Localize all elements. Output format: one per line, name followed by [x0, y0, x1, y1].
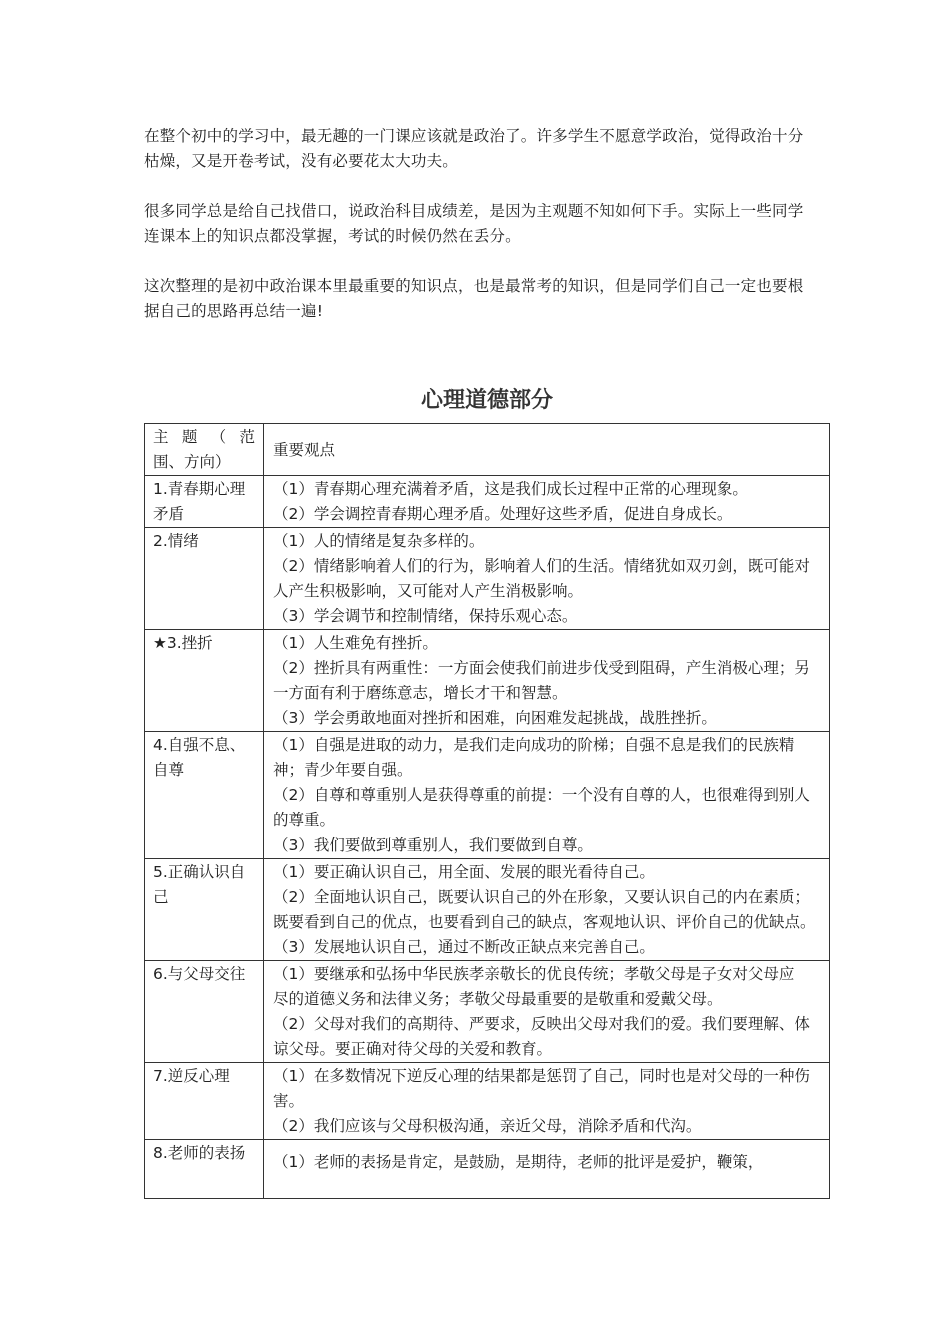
table-row	[145, 732, 830, 859]
row-topic: 7.逆反心理	[145, 1063, 264, 1140]
intro-paragraph-3: 这次整理的是初中政治课本里最重要的知识点，也是最常考的知识，但是同学们自己一定也要根据自己的思路再总结一遍!	[144, 277, 804, 320]
table-row	[145, 476, 830, 528]
row-topic: 1.青春期心理矛盾	[145, 476, 264, 528]
table-row	[145, 528, 830, 630]
point-line: （1）老师的表扬是肯定，是鼓励，是期待，老师的批评是爱护，鞭策，	[273, 1153, 764, 1171]
point-line: （3）发展地认识自己，通过不断改正缺点来完善自己。	[273, 938, 655, 956]
row-points	[264, 476, 830, 528]
point-line: （2）情绪影响着人们的行为，影响着人们的生活。情绪犹如双刃剑，既可能对人产生积极影响，又可能对人产生消极影响。	[273, 557, 810, 600]
point-line: （1）要正确认识自己，用全面、发展的眼光看待自己。	[273, 863, 655, 881]
point-line: （3）学会勇敢地面对挫折和困难，向困难发起挑战，战胜挫折。	[273, 709, 717, 727]
point-line: （2）全面地认识自己，既要认识自己的外在形象，又要认识自己的内在素质；既要看到自己的优点，也要看到自己的缺点，客观地认识、评价自己的优缺点。	[273, 888, 816, 931]
table-row	[145, 630, 830, 732]
row-points	[264, 630, 830, 732]
point-line: （1）要继承和弘扬中华民族孝亲敬长的优良传统；孝敬父母是子女对父母应	[273, 965, 795, 983]
row-points	[264, 528, 830, 630]
point-line: （3）我们要做到尊重别人，我们要做到自尊。	[273, 836, 593, 854]
point-line: （1）青春期心理充满着矛盾，这是我们成长过程中正常的心理现象。	[273, 480, 748, 498]
row-topic: 5.正确认识自己	[145, 859, 264, 961]
intro-paragraph-2: 很多同学总是给自己找借口，说政治科目成绩差，是因为主观题不知如何下手。实际上一些同学连课本上的知识点都没掌握，考试的时候仍然在丢分。	[144, 202, 804, 245]
row-points	[264, 732, 830, 859]
row-topic: 6.与父母交往	[145, 961, 264, 1063]
point-line: （2）我们应该与父母积极沟通，亲近父母，消除矛盾和代沟。	[273, 1117, 702, 1135]
point-line: （3）学会调节和控制情绪，保持乐观心态。	[273, 607, 578, 625]
point-line: （2）自尊和尊重别人是获得尊重的前提：一个没有自尊的人，也很难得到别人的尊重。	[273, 786, 810, 829]
point-line: 尽的道德义务和法律义务；孝敬父母最重要的是敬重和爱戴父母。	[273, 990, 723, 1008]
header-points: 重要观点	[264, 424, 830, 476]
row-points	[264, 1140, 830, 1199]
table-row	[145, 859, 830, 961]
point-line: （1）自强是进取的动力，是我们走向成功的阶梯；自强不息是我们的民族精神；青少年要自强。	[273, 736, 795, 779]
table-row	[145, 1063, 830, 1140]
point-line: （2）父母对我们的高期待、严要求，反映出父母对我们的爱。我们要理解、体谅父母。要正确对待父母的关爱和教育。	[273, 1015, 810, 1058]
row-points	[264, 859, 830, 961]
point-line: （1）在多数情况下逆反心理的结果都是惩罚了自己，同时也是对父母的一种伤害。	[273, 1067, 810, 1110]
table-row	[145, 961, 830, 1063]
row-topic: ★3.挫折	[145, 630, 264, 732]
point-line: （2）挫折具有两重性：一方面会使我们前进步伐受到阻碍，产生消极心理；另一方面有利于磨练意志，增长才干和智慧。	[273, 659, 810, 702]
row-points	[264, 1063, 830, 1140]
intro-paragraph-1: 在整个初中的学习中，最无趣的一门课应该就是政治了。许多学生不愿意学政治，觉得政治十分枯燥，又是开卷考试，没有必要花太大功夫。	[144, 127, 804, 170]
knowledge-table	[144, 423, 830, 1199]
header-topic: 主 题 （ 范 围、方向）	[145, 424, 264, 476]
row-topic: 2.情绪	[145, 528, 264, 630]
table-row	[145, 1140, 830, 1199]
row-topic: 4.自强不息、自尊	[145, 732, 264, 859]
row-points	[264, 961, 830, 1063]
table-header-row	[145, 424, 830, 476]
section-title: 心理道德部分	[420, 387, 553, 413]
row-topic: 8.老师的表扬	[145, 1140, 264, 1199]
point-line: （1）人的情绪是复杂多样的。	[273, 532, 485, 550]
point-line: （1）人生难免有挫折。	[273, 634, 438, 652]
point-line: （2）学会调控青春期心理矛盾。处理好这些矛盾，促进自身成长。	[273, 505, 733, 523]
